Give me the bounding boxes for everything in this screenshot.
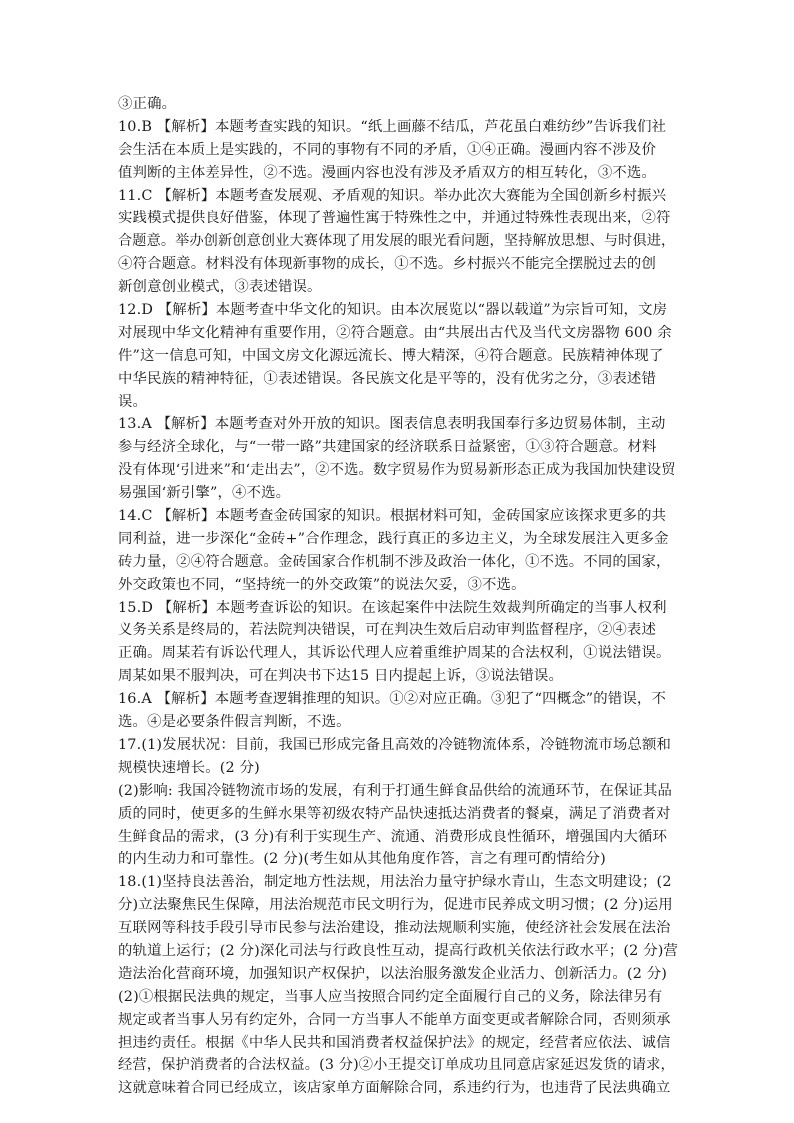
text-line: 生鲜食品的需求，(3 分)有利于实现生产、流通、消费形成良性循环，增强国内大循环: [118, 828, 668, 845]
text-line: (2)影响: 我国冷链物流市场的发展，有利于打通生鲜食品供给的流通环节，在保证其品: [118, 782, 673, 799]
text-line: 12.D 【解析】本题考查中华文化的知识。由本次展览以“器以载道”为宗旨可知，文房: [118, 302, 668, 319]
text-line: 周某如果不服判决，可在判决书下达15 日内提起上诉，③说法错误。: [118, 668, 564, 685]
text-line: 10.B 【解析】本题考查实践的知识。“纸上画藤不结瓜，芦花虽白难纺纱”告诉我们社: [118, 118, 667, 135]
text-line: 的内生动力和可靠性。(2 分)(考生如从其他角度作答，言之有理可酌情给分): [118, 851, 606, 868]
text-line: 分)立法聚焦民生保障，用法治规范市民文明行为，促进市民养成文明习惯；(2 分)运用: [118, 897, 673, 914]
text-line: 义务关系是终局的，若法院判决错误，可在判决生效后启动审判监督程序，②④表述: [118, 622, 657, 639]
text-line: 同利益，进一步深化“金砖+”合作理念，践行真正的多边主义，为全球发展注入更多金: [118, 530, 669, 547]
text-line: 的轨道上运行；(2 分)深化司法与行政良性互动，提高行政机关依法行政水平；(2 分)营: [118, 942, 678, 959]
text-line: 中华民族的精神特征，①表述错误。各民族文化是平等的，没有优劣之分，③表述错: [118, 370, 657, 387]
text-line: 砖力量，②④符合题意。金砖国家合作机制不涉及政治一体化，①不选。不同的国家，: [118, 553, 671, 570]
text-line: ④符合题意。材料没有体现新事物的成长，①不选。乡村振兴不能完全摆脱过去的创: [118, 256, 657, 273]
text-line: (2)①根据民法典的规定，当事人应当按照合同约定全面履行自己的义务，除法律另有: [118, 988, 663, 1005]
text-line: 造法治化营商环境，加强知识产权保护，以法治服务激发企业活力、创新活力。(2 分): [118, 965, 668, 982]
text-line: ③正确。: [118, 96, 177, 112]
text-line: 合题意。举办创新创意创业大赛体现了用发展的眼光看问题，坚持解放思想、与时俱进，: [118, 233, 676, 250]
text-line: 经营，保护消费者的合法权益。(3 分)②小王提交订单成功且同意店家延迟发货的请求，: [118, 1057, 675, 1074]
text-line: 这就意味着合同已经成立，该店家单方面解除合同，系违约行为，也违背了民法典确立: [118, 1080, 671, 1097]
text-line: 参与经济全球化，与“一带一路”共建国家的经济联系日益紧密，①③符合题意。材料: [118, 439, 657, 456]
text-line: 规模快速增长。(2 分): [118, 759, 260, 776]
text-line: 正确。周某若有诉讼代理人，其诉讼代理人应着重维护周某的合法权利，①说法错误。: [118, 645, 671, 662]
text-line: 15.D 【解析】本题考查诉讼的知识。在该起案件中法院生效裁判所确定的当事人权利: [118, 599, 667, 616]
answer-analysis-text: [118, 93, 678, 1100]
text-line: 规定或者当事人另有约定外，合同一方当事人不能单方面变更或者解除合同，否则须承: [118, 1011, 671, 1028]
text-line: 值判断的主体差异性，②不选。漫画内容也没有涉及矛盾双方的相互转化，③不选。: [118, 164, 657, 181]
text-line: 会生活在本质上是实践的，不同的事物有不同的矛盾，①④正确。漫画内容不涉及价: [118, 141, 657, 158]
text-line: 17.(1)发展状况：目前，我国已形成完备且高效的冷链物流体系，冷链物流市场总额和: [118, 736, 672, 753]
text-line: 外交政策也不同，“坚持统一的外交政策”的说法欠妥，③不选。: [118, 576, 526, 593]
text-line: 担违约责任。根据《中华人民共和国消费者权益保护法》的规定，经营者应依法、诚信: [118, 1034, 671, 1051]
text-line: 易强国‘新引擎”，④不选。: [118, 485, 291, 502]
text-line: 13.A 【解析】本题考查对外开放的知识。图表信息表明我国奉行多边贸易体制，主动: [118, 416, 666, 433]
text-line: 对展现中华文化精神有重要作用，②符合题意。由“共展出古代及当代文房器物 600 余: [118, 324, 672, 341]
text-line: 互联网等科技手段引导市民参与法治建设，推动法规顺利实施，使经济社会发展在法治: [118, 920, 671, 937]
text-line: 件”这一信息可知，中国文房文化源远流长、博大精深，④符合题意。民族精神体现了: [118, 347, 664, 364]
text-line: 11.C 【解析】本题考查发展观、矛盾观的知识。举办此次大赛能为全国创新乡村振兴: [118, 187, 667, 204]
text-line: 16.A 【解析】本题考查逻辑推理的知识。①②对应正确。③犯了“四概念”的错误，不: [118, 691, 667, 708]
text-line: 误。: [118, 393, 148, 410]
text-line: 实践模式提供良好借鉴，体现了普遍性寓于特殊性之中，并通过特殊性表现出来，②符: [118, 210, 671, 227]
text-line: 18.(1)坚持良法善治，制定地方性法规，用法治力量守护绿水青山，生态文明建设；(2: [118, 874, 672, 891]
text-line: 没有体现‘引进来”和‘走出去”，②不选。数字贸易作为贸易新形态正成为我国加快建设贸: [118, 462, 676, 479]
text-line: 质的同时，使更多的生鲜水果等初级农特产品快速抵达消费者的餐桌，满足了消费者对: [118, 805, 671, 822]
text-line: 14.C 【解析】本题考查金砖国家的知识。根据材料可知，金砖国家应该探求更多的共: [118, 508, 667, 525]
text-line: 选。④是必要条件假言判断，不选。: [118, 714, 351, 731]
text-line: 新创意创业模式，③表述错误。: [118, 279, 322, 296]
